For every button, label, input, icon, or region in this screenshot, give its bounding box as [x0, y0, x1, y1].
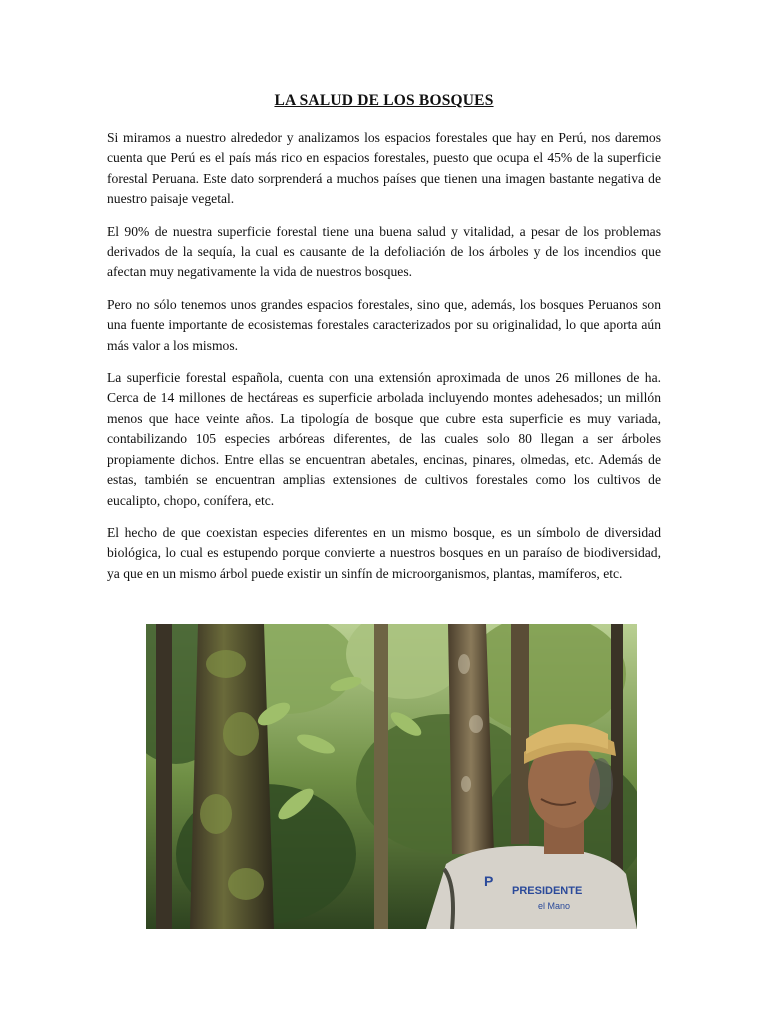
paragraph-1: Si miramos a nuestro alrededor y analizamos los espacios forestales que hay en Perú, nos daremos cuenta que Perú es el país más rico en espacios forestales, puesto que ocupa el 45% de la superficie forestal Peruana. Este dato sorprenderá a muchos países que tienen una imagen bastante negativa de nuestro paisaje vegetal. — [107, 130, 661, 207]
paragraph-5: El hecho de que coexistan especies diferentes en un mismo bosque, es un símbolo de diversidad biológica, lo cual es estupendo porque convierte a nuestros bosques en un paraíso de biodiversidad, ya que en un mismo árbol puede existir un sinfín de microorganismos, plantas, mamíferos, etc. — [107, 524, 661, 581]
background-trunk — [374, 624, 388, 929]
forest-photo — [146, 624, 637, 929]
forest-photo-illustration — [146, 624, 637, 929]
paragraph-3: Pero no sólo tenemos unos grandes espacios forestales, sino que, además, los bosques Peruanos son una fuente importante de ecosistemas forestales caracterizados por su originalidad, lo que aporta aún más valor a los mismos. — [107, 296, 661, 353]
svg-text:P: P — [484, 873, 494, 889]
page-title: LA SALUD DE LOS BOSQUES — [274, 92, 494, 109]
background-trunk — [156, 624, 172, 929]
shirt-text-secondary: el Mano — [538, 901, 571, 911]
paragraph-2: El 90% de nuestra superficie forestal tiene una buena salud y vitalidad, a pesar de los problemas derivados de la sequía, la cual es causante de la defoliación de los árboles y de los incendios que afectan muy negativamente la vida de nuestros bosques. — [107, 223, 661, 280]
shirt-text: PRESIDENTE — [512, 885, 583, 897]
tree-trunk — [448, 624, 494, 854]
background-trunk — [511, 624, 529, 844]
article-body — [107, 128, 661, 596]
paragraph-4: La superficie forestal española, cuenta con una extensión aproximada de unos 26 millones de ha. Cerca de 14 millones de hectáreas es superficie arbolada incluyendo montes adehesados; un millón menos que hace veinte años. La tipología de bosque que cubre esta superficie es muy variada, contabilizando 105 especies arbóreas diferentes, de las cuales solo 80 llegan a ser árboles propiamente dichos. Entre ellas se encuentran abetales, encinas, pinares, olmedas, etc. Además de estas, también se encuentran amplias extensiones de cultivos forestales como los cultivos de eucalipto, chopo, conífera, etc. — [107, 370, 661, 508]
